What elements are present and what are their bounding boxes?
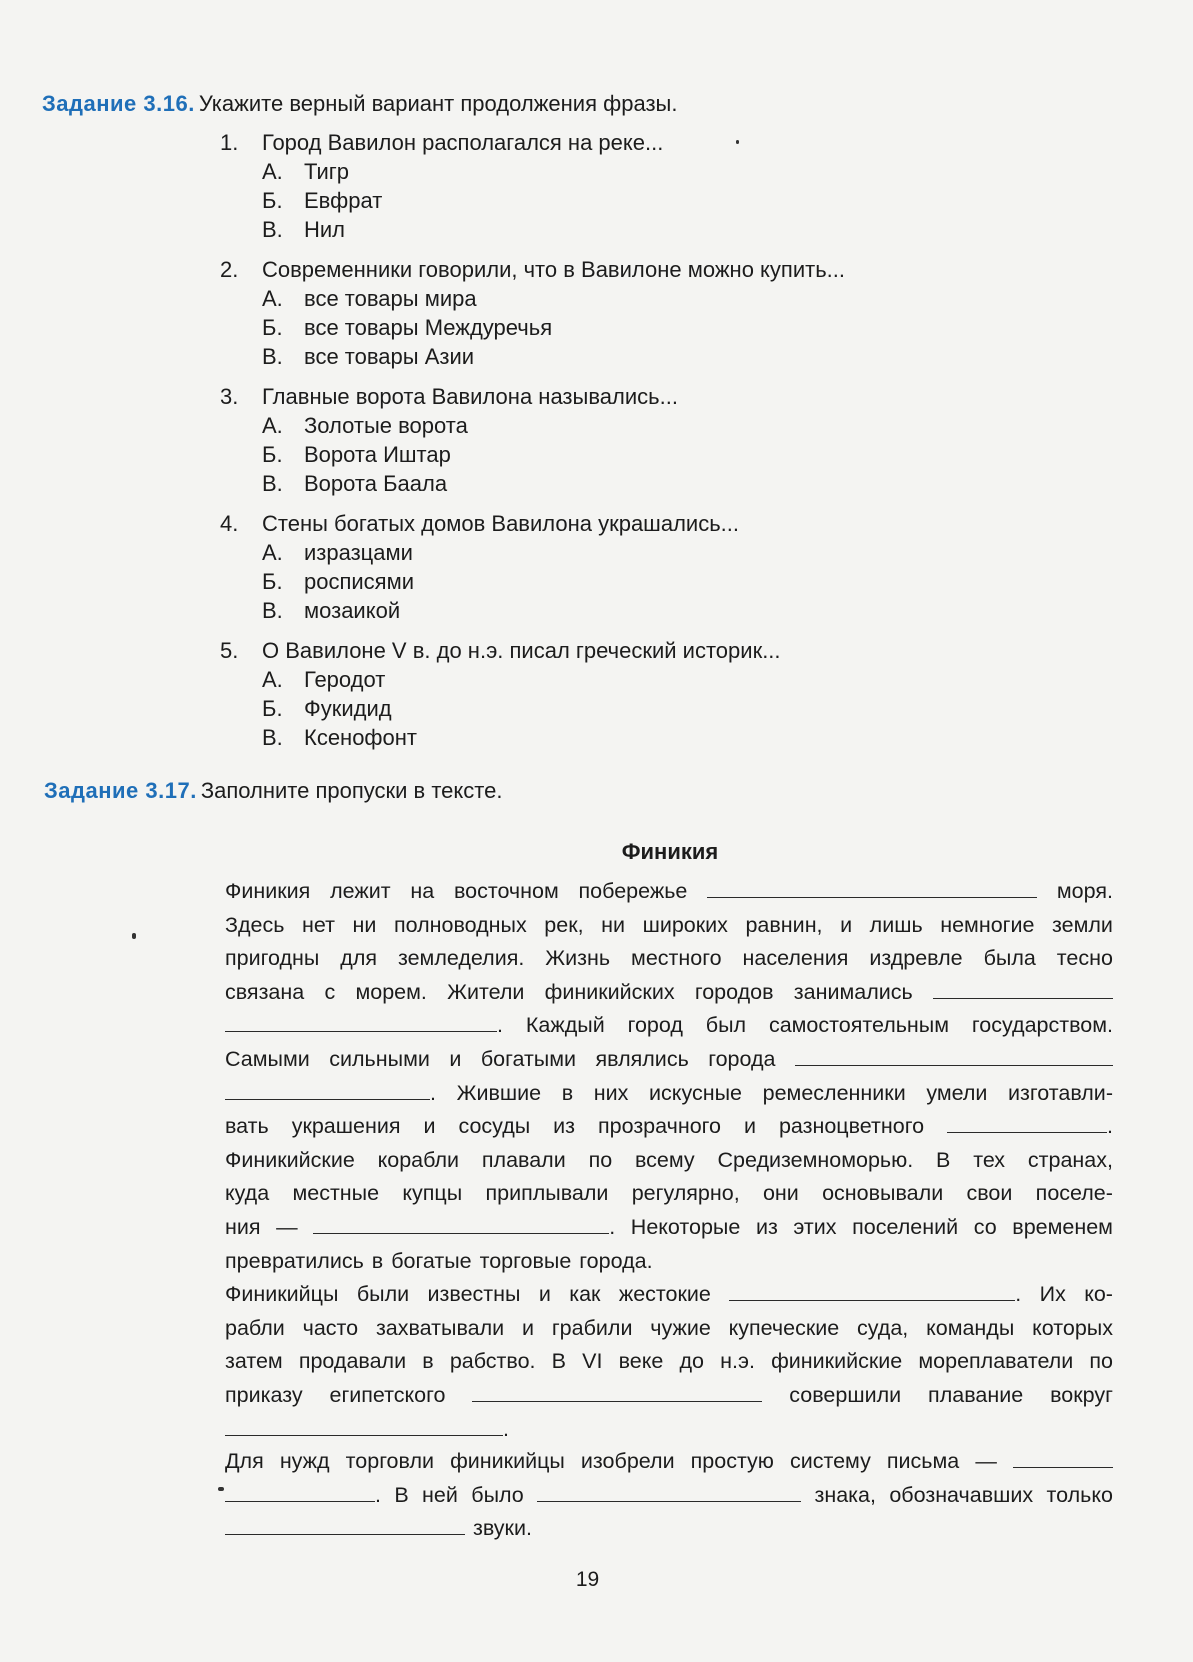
- answer-option[interactable]: [220, 567, 940, 596]
- text-word: местные: [292, 1181, 380, 1206]
- blank-answer-line[interactable]: [707, 877, 1037, 898]
- text-word: и: [423, 1114, 436, 1139]
- text-word: поселе-: [1035, 1181, 1113, 1206]
- text-word: торговли: [345, 1449, 435, 1474]
- text-word: тех: [973, 1147, 1006, 1172]
- blank-answer-line[interactable]: [472, 1381, 762, 1402]
- text-word: из: [755, 1214, 778, 1239]
- question-item: [220, 255, 940, 371]
- text-word: для: [340, 946, 378, 971]
- text-word: Финикийские: [225, 1147, 355, 1172]
- answer-option[interactable]: [220, 313, 940, 342]
- option-text: Ворота Баала: [304, 471, 448, 496]
- text-word: нет: [302, 912, 335, 937]
- text-word: временем: [1012, 1214, 1113, 1239]
- answer-option[interactable]: [220, 157, 940, 186]
- text-word: куда: [225, 1181, 270, 1206]
- question-item: [220, 509, 940, 625]
- text-word: с: [324, 979, 336, 1004]
- scan-speck: [218, 1487, 224, 1491]
- text-word: Жившие: [456, 1080, 542, 1105]
- text-word: Финикия: [225, 879, 311, 903]
- text-word: искусные: [649, 1080, 742, 1105]
- text-title: Финикия: [621, 839, 719, 864]
- text-word: умели: [926, 1080, 988, 1105]
- text-word: и: [449, 1046, 462, 1071]
- answer-option[interactable]: [220, 440, 940, 469]
- option-text: Геродот: [304, 667, 386, 692]
- text-word: плавали: [481, 1147, 566, 1172]
- scan-speck: [736, 140, 739, 144]
- text-word: В: [936, 1147, 951, 1172]
- question-text: [220, 128, 940, 157]
- text-word: купеческие: [728, 1315, 840, 1340]
- text-word: н.э.: [720, 1349, 755, 1374]
- punctuation: .: [430, 1080, 436, 1105]
- question-number: 2.: [220, 257, 239, 282]
- text-word: пригодны: [225, 946, 320, 971]
- answer-option[interactable]: [220, 665, 940, 694]
- answer-option[interactable]: [220, 469, 940, 498]
- blank-answer-line[interactable]: [729, 1280, 1015, 1301]
- text-line: [225, 1009, 1113, 1043]
- text-word: восточном: [453, 879, 559, 903]
- answer-option[interactable]: [220, 284, 940, 313]
- text-word: веке: [618, 1349, 664, 1374]
- text-word: тесно: [1056, 946, 1113, 971]
- text-line: [225, 875, 1113, 909]
- page-number: 19: [575, 1568, 600, 1591]
- text-word: по: [1089, 1349, 1113, 1374]
- task-3-16-header: [42, 90, 677, 118]
- text-word: приплывали: [485, 1181, 609, 1206]
- text-line: [225, 1245, 1113, 1279]
- text-word: Финикийцы: [225, 1282, 339, 1307]
- answer-option[interactable]: [220, 596, 940, 625]
- text-word: было: [471, 1482, 524, 1507]
- text-word: ней: [422, 1482, 458, 1507]
- text-word: Их: [1039, 1282, 1066, 1307]
- text-word: морем.: [355, 979, 427, 1004]
- text-word: в: [561, 1080, 574, 1105]
- blank-group: [537, 1479, 801, 1513]
- question-stem: Современники говорили, что в Вавилоне можно купить...: [262, 257, 845, 282]
- text-word: связана: [225, 979, 305, 1004]
- question-text: [220, 509, 940, 538]
- blank-group: [1013, 1445, 1113, 1479]
- text-word: плавание: [928, 1382, 1024, 1407]
- text-word: VI: [582, 1349, 603, 1374]
- blank-group: [933, 976, 1113, 1010]
- text-word: занимались: [793, 979, 913, 1004]
- text-line: [225, 1077, 1113, 1111]
- text-word: грабили: [551, 1315, 633, 1340]
- blank-answer-line[interactable]: [537, 1481, 801, 1502]
- text-word: затем: [225, 1349, 283, 1374]
- text-word: египетского: [329, 1382, 446, 1407]
- text-word: странах,: [1027, 1147, 1113, 1172]
- text-word: разноцветного: [778, 1114, 925, 1139]
- option-text: Тигр: [304, 159, 350, 184]
- blank-group: [225, 1009, 503, 1043]
- text-word: свои: [966, 1181, 1013, 1206]
- punctuation: .: [1107, 1114, 1113, 1139]
- text-word: превратились: [225, 1248, 364, 1273]
- text-word: Здесь: [225, 912, 285, 937]
- question-number: 3.: [220, 384, 239, 409]
- text-line: [225, 1278, 1113, 1312]
- text-word: торговые: [479, 1248, 572, 1273]
- text-word: —: [975, 1449, 997, 1474]
- text-word: ко-: [1084, 1282, 1113, 1307]
- task-3-16-questions: [220, 128, 940, 763]
- text-line: [225, 909, 1113, 943]
- option-text: изразцами: [304, 540, 413, 565]
- text-word: государством.: [971, 1013, 1113, 1038]
- question-stem: Главные ворота Вавилона назывались...: [262, 384, 678, 409]
- text-word: прозрачного: [598, 1114, 721, 1139]
- option-text: Фукидид: [304, 696, 392, 721]
- text-word: совершили: [789, 1382, 902, 1407]
- text-word: равнин,: [745, 912, 823, 937]
- text-line: [225, 1110, 1113, 1144]
- question-stem: Стены богатых домов Вавилона украшались...: [262, 511, 739, 536]
- text-word: самостоятельным: [768, 1013, 950, 1038]
- task-3-16-label: Задание 3.16.: [42, 91, 195, 116]
- text-word: нужд: [279, 1449, 330, 1474]
- text-word: со: [973, 1214, 997, 1239]
- question-text: [220, 382, 940, 411]
- option-letter: Б.: [262, 696, 283, 721]
- text-word: финикийских: [544, 979, 675, 1004]
- question-text: [220, 636, 940, 665]
- task-3-17-instruction: Заполните пропуски в тексте.: [200, 778, 503, 803]
- scan-speck: [132, 933, 136, 939]
- text-word: богатые: [391, 1248, 472, 1273]
- text-word: только: [1046, 1482, 1113, 1507]
- text-word: Каждый: [525, 1013, 605, 1038]
- text-word: побережье: [578, 879, 688, 903]
- text-line: [225, 942, 1113, 976]
- blank-answer-line[interactable]: [947, 1112, 1107, 1133]
- text-word: по: [588, 1147, 613, 1172]
- option-letter: А.: [262, 413, 283, 438]
- text-word: населения: [742, 946, 849, 971]
- text-word: изобрели: [580, 1449, 675, 1474]
- text-word: земли: [1052, 912, 1113, 937]
- text-word: Средиземноморью.: [717, 1147, 914, 1172]
- text-word: финикийцы: [450, 1449, 565, 1474]
- answer-option[interactable]: [220, 538, 940, 567]
- blank-answer-line[interactable]: [225, 1481, 375, 1502]
- question-number: 5.: [220, 638, 239, 663]
- option-text: Ворота Иштар: [304, 442, 451, 467]
- answer-option[interactable]: [220, 186, 940, 215]
- text-line: [225, 976, 1113, 1010]
- text-word: Жители: [447, 979, 525, 1004]
- text-word: —: [276, 1214, 298, 1239]
- text-word: рабли: [225, 1315, 285, 1340]
- text-word: Некоторые: [630, 1214, 741, 1239]
- text-word: приказу: [225, 1382, 303, 1407]
- task-3-17-label: Задание 3.17.: [44, 778, 197, 803]
- text-word: жестокие: [618, 1282, 711, 1307]
- fill-in-text: [225, 875, 1113, 1546]
- text-line: [225, 1445, 1113, 1479]
- text-word: полноводных: [393, 912, 527, 937]
- text-word: чужие: [650, 1315, 711, 1340]
- text-word: регулярно,: [631, 1181, 740, 1206]
- option-letter: В.: [262, 471, 283, 496]
- punctuation: .: [1015, 1282, 1022, 1307]
- text-word: них: [593, 1080, 629, 1105]
- blank-answer-line[interactable]: [225, 1011, 497, 1032]
- question-item: [220, 382, 940, 498]
- text-word: систему: [789, 1449, 871, 1474]
- question-stem: О Вавилоне V в. до н.э. писал греческий историк...: [262, 638, 781, 663]
- text-word: из: [553, 1114, 576, 1139]
- text-word: которых: [1032, 1315, 1113, 1340]
- blank-answer-line[interactable]: [225, 1079, 430, 1100]
- text-word: лишь: [869, 912, 923, 937]
- question-number: 4.: [220, 511, 239, 536]
- option-letter: А.: [262, 286, 283, 311]
- text-word: сильными: [329, 1046, 430, 1071]
- text-word: являлись: [595, 1046, 689, 1071]
- text-word: они: [762, 1181, 799, 1206]
- answer-option[interactable]: [220, 694, 940, 723]
- text-word: рек,: [544, 912, 584, 937]
- option-text: росписями: [304, 569, 414, 594]
- text-word: города: [708, 1046, 776, 1071]
- blank-answer-line[interactable]: [225, 1514, 465, 1535]
- text-word: как: [569, 1282, 601, 1307]
- text-word: сосуды: [458, 1114, 531, 1139]
- option-letter: Б.: [262, 315, 283, 340]
- text-word: широких: [642, 912, 728, 937]
- option-letter: Б.: [262, 569, 283, 594]
- task-3-17-header: [44, 777, 502, 805]
- option-text: Нил: [304, 217, 346, 242]
- option-letter: В.: [262, 217, 283, 242]
- text-line: [225, 1413, 1113, 1447]
- question-stem: Город Вавилон располагался на реке...: [262, 130, 664, 155]
- option-letter: А.: [262, 667, 283, 692]
- text-word: ремесленники: [762, 1080, 906, 1105]
- option-letter: А.: [262, 540, 283, 565]
- text-word: на: [410, 879, 435, 903]
- text-word: захватывали: [375, 1315, 505, 1340]
- blank-group: [225, 1479, 381, 1513]
- option-letter: Б.: [262, 188, 283, 213]
- answer-option[interactable]: [220, 215, 940, 244]
- text-word: ни: [352, 912, 377, 937]
- task-3-16-instruction: Укажите верный вариант продолжения фразы.: [198, 91, 678, 116]
- blank-answer-line[interactable]: [313, 1213, 609, 1234]
- option-text: все товары Азии: [304, 344, 475, 369]
- text-line: [225, 1177, 1113, 1211]
- text-word: в: [422, 1349, 434, 1374]
- text-word: были: [356, 1282, 410, 1307]
- text-word: и: [743, 1114, 756, 1139]
- text-word: лежит: [330, 879, 391, 903]
- answer-option[interactable]: [220, 411, 940, 440]
- text-word: В: [551, 1349, 566, 1374]
- blank-group: [313, 1211, 615, 1245]
- text-word: обозначавших: [889, 1482, 1034, 1507]
- answer-option[interactable]: [220, 342, 940, 371]
- text-word: поселений: [852, 1214, 959, 1239]
- text-line: [225, 1211, 1113, 1245]
- text-line: [225, 1512, 1113, 1546]
- text-word: купцы: [402, 1181, 463, 1206]
- option-text: Золотые ворота: [304, 413, 468, 438]
- blank-group: [729, 1278, 1021, 1312]
- text-word: земледелия.: [397, 946, 525, 971]
- text-line: [225, 1144, 1113, 1178]
- text-word: всему: [635, 1147, 695, 1172]
- option-letter: Б.: [262, 442, 283, 467]
- text-word: была: [983, 946, 1036, 971]
- punctuation: .: [375, 1482, 381, 1507]
- text-word: этих: [793, 1214, 837, 1239]
- text-line: [225, 1479, 1113, 1513]
- text-word: ния: [225, 1214, 261, 1239]
- answer-option[interactable]: [220, 723, 940, 752]
- text-line: [225, 1345, 1113, 1379]
- punctuation: .: [609, 1214, 616, 1239]
- blank-group: [472, 1379, 762, 1413]
- text-word: местного: [631, 946, 722, 971]
- option-text: мозаикой: [304, 598, 401, 623]
- option-letter: В.: [262, 344, 283, 369]
- question-number: 1.: [220, 130, 239, 155]
- text-word: Жизнь: [545, 946, 611, 971]
- blank-answer-line[interactable]: [1013, 1447, 1113, 1468]
- text-word: простую: [690, 1449, 774, 1474]
- question-item: [220, 636, 940, 752]
- option-text: Евфрат: [304, 188, 383, 213]
- blank-group: [947, 1110, 1113, 1144]
- text-word: вокруг: [1050, 1382, 1113, 1407]
- punctuation: .: [497, 1013, 503, 1038]
- blank-answer-line[interactable]: [933, 978, 1113, 999]
- text-word: вать: [225, 1114, 269, 1139]
- option-text: все товары Междуречья: [304, 315, 553, 340]
- text-word: В: [394, 1482, 409, 1507]
- question-item: [220, 128, 940, 244]
- blank-answer-line[interactable]: [795, 1045, 1113, 1066]
- text-line: [225, 1043, 1113, 1077]
- text-word: рабство.: [449, 1349, 536, 1374]
- text-word: городов: [694, 979, 774, 1004]
- text-word: город: [627, 1013, 683, 1038]
- text-word: в: [371, 1248, 384, 1273]
- blank-answer-line[interactable]: [225, 1415, 503, 1436]
- blank-group: [795, 1043, 1113, 1077]
- blank-group: [225, 1413, 509, 1447]
- option-letter: А.: [262, 159, 283, 184]
- text-word: звуки.: [473, 1516, 532, 1541]
- text-word: Самыми: [225, 1046, 310, 1071]
- text-word: украшения: [291, 1114, 401, 1139]
- text-line: [225, 1379, 1113, 1413]
- text-word: изготавли-: [1008, 1080, 1113, 1105]
- punctuation: .: [503, 1416, 509, 1441]
- text-word: моря.: [1056, 879, 1113, 903]
- blank-group: [225, 1512, 465, 1546]
- option-text: все товары мира: [304, 286, 477, 311]
- text-word: продавали: [298, 1349, 407, 1374]
- text-word: команды: [926, 1315, 1015, 1340]
- text-word: ни: [601, 912, 626, 937]
- question-text: [220, 255, 940, 284]
- text-word: и: [538, 1282, 551, 1307]
- option-letter: В.: [262, 725, 283, 750]
- text-word: и: [521, 1315, 534, 1340]
- text-word: немногие: [940, 912, 1035, 937]
- text-word: Для: [225, 1449, 264, 1474]
- text-word: города.: [579, 1248, 653, 1273]
- text-word: был: [705, 1013, 747, 1038]
- text-word: мореплаватели: [918, 1349, 1074, 1374]
- option-letter: В.: [262, 598, 283, 623]
- text-word: основывали: [822, 1181, 944, 1206]
- text-word: и: [840, 912, 853, 937]
- text-word: часто: [302, 1315, 359, 1340]
- text-word: письма: [886, 1449, 960, 1474]
- text-word: корабли: [377, 1147, 460, 1172]
- option-text: Ксенофонт: [304, 725, 417, 750]
- blank-group: [707, 875, 1037, 909]
- text-word: издревле: [869, 946, 963, 971]
- text-line: [225, 1312, 1113, 1346]
- text-word: до: [679, 1349, 705, 1374]
- text-word: суда,: [857, 1315, 909, 1340]
- text-word: знака,: [814, 1482, 876, 1507]
- text-word: финикийские: [771, 1349, 903, 1374]
- text-word: известны: [427, 1282, 521, 1307]
- text-word: богатыми: [480, 1046, 577, 1071]
- blank-group: [225, 1077, 436, 1111]
